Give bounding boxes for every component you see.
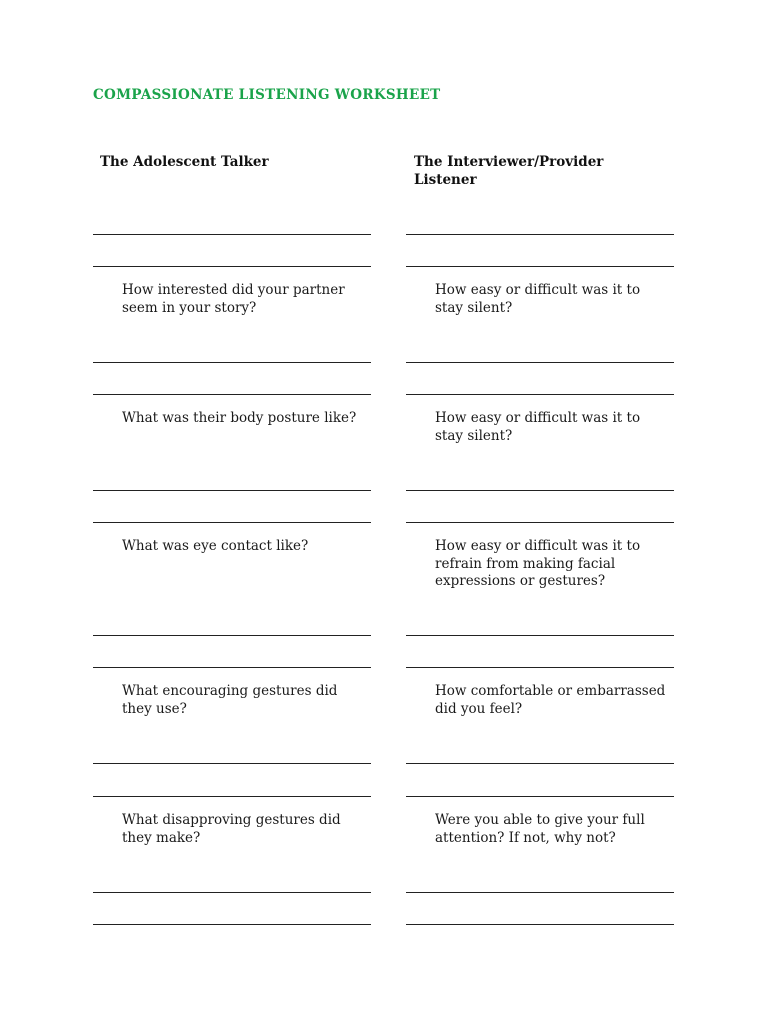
column-heading-talker: The Adolescent Talker (100, 154, 269, 170)
listener-question-4: How comfortable or embarrassed did you feel? (435, 683, 666, 717)
answer-line[interactable] (406, 635, 674, 636)
answer-line[interactable] (406, 394, 674, 395)
answer-line[interactable] (406, 266, 674, 267)
answer-line[interactable] (406, 234, 674, 235)
worksheet-title: COMPASSIONATE LISTENING WORKSHEET (93, 87, 441, 103)
listener-question-5: Were you able to give your full attention? If not, why not? (435, 812, 645, 846)
talker-question-5: What disapproving gestures did they make? (122, 812, 341, 846)
talker-question-1: How interested did your partner seem in your story? (122, 282, 345, 316)
answer-line[interactable] (406, 362, 674, 363)
answer-line[interactable] (93, 763, 371, 764)
answer-line[interactable] (93, 667, 371, 668)
listener-question-1: How easy or difficult was it to stay silent? (435, 282, 641, 316)
answer-line[interactable] (93, 522, 371, 523)
talker-question-4: What encouraging gestures did they use? (122, 683, 338, 717)
listener-question-3: How easy or difficult was it to refrain from making facial expressions or gestures? (435, 538, 641, 589)
talker-question-3: What was eye contact like? (122, 538, 309, 554)
answer-line[interactable] (406, 522, 674, 523)
answer-line[interactable] (406, 796, 674, 797)
answer-line[interactable] (93, 924, 371, 925)
answer-line[interactable] (93, 490, 371, 491)
listener-question-2: How easy or difficult was it to stay silent? (435, 410, 641, 444)
column-heading-listener: The Interviewer/Provider Listener (414, 154, 604, 188)
answer-line[interactable] (93, 362, 371, 363)
answer-line[interactable] (406, 892, 674, 893)
answer-line[interactable] (406, 924, 674, 925)
answer-line[interactable] (406, 490, 674, 491)
answer-line[interactable] (93, 266, 371, 267)
answer-line[interactable] (406, 763, 674, 764)
answer-line[interactable] (93, 892, 371, 893)
talker-question-2: What was their body posture like? (122, 410, 357, 426)
answer-line[interactable] (93, 635, 371, 636)
answer-line[interactable] (406, 667, 674, 668)
answer-line[interactable] (93, 796, 371, 797)
answer-line[interactable] (93, 234, 371, 235)
answer-line[interactable] (93, 394, 371, 395)
